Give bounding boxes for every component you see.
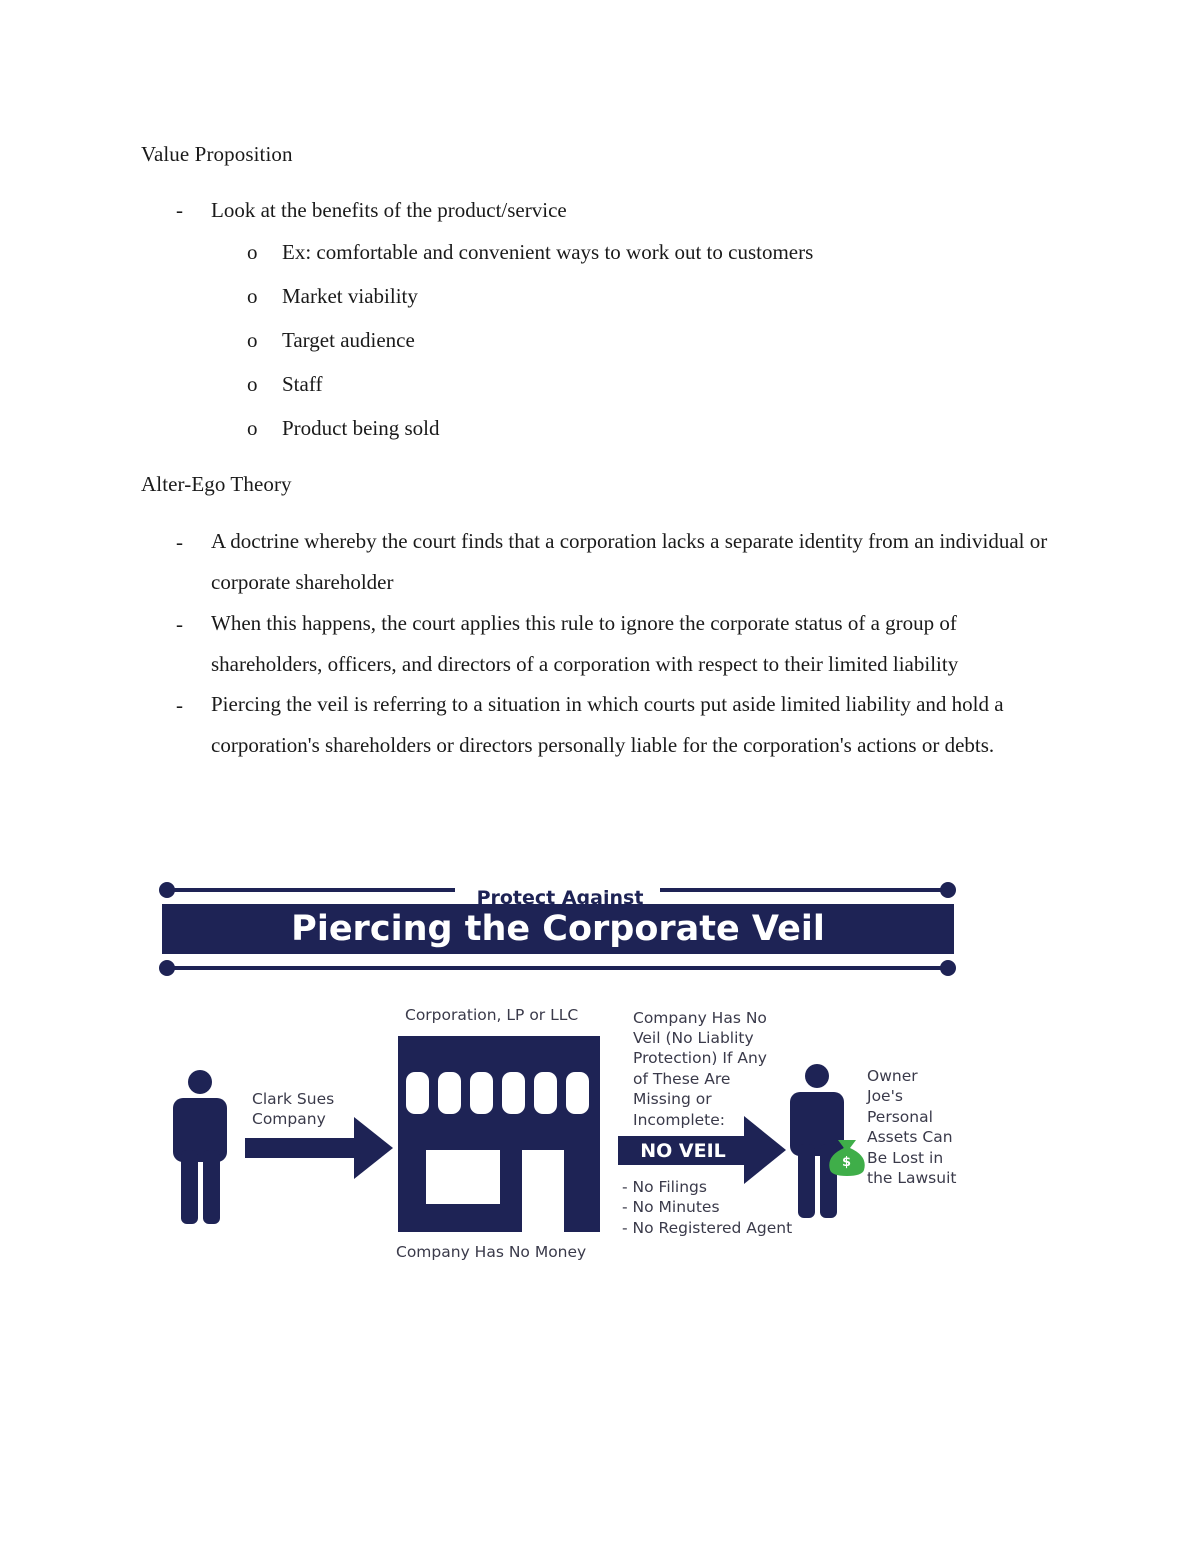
circle-marker: o	[247, 284, 258, 308]
dollar-sign: $	[842, 1155, 852, 1170]
dash-marker: -	[176, 693, 183, 717]
no-veil-text-line: of These Are	[633, 1070, 731, 1088]
heading-value-proposition: Value Proposition	[141, 142, 293, 166]
bullet-when-this-happens: When this happens, the court applies this rule to ignore the corporate status of a group of shareholders, officers, and directors of a corporation with respect to their limited liability	[211, 611, 959, 676]
no-veil-label: NO VEIL	[640, 1140, 726, 1162]
heading-alter-ego-theory: Alter-Ego Theory	[141, 472, 292, 496]
circle-marker: o	[247, 240, 258, 264]
piercing-veil-infographic	[150, 870, 970, 1270]
owner-label-line: Owner	[867, 1067, 918, 1085]
missing-item: - No Filings	[622, 1178, 707, 1196]
bullet-benefits: Look at the benefits of the product/service	[211, 198, 567, 222]
dash-marker: -	[176, 612, 183, 636]
no-money-label: Company Has No Money	[396, 1243, 587, 1261]
sub-item: Staff	[282, 372, 323, 396]
infographic-subtitle: Protect Against	[476, 887, 644, 909]
bullet-doctrine: A doctrine whereby the court finds that a corporation lacks a separate identity from an individual or corporate shareholder	[211, 529, 1048, 594]
no-veil-text-line: Veil (No Liablity	[633, 1029, 754, 1047]
sub-item: Ex: comfortable and convenient ways to work out to customers	[282, 240, 814, 264]
circle-marker: o	[247, 372, 258, 396]
owner-label-line: Personal	[867, 1108, 933, 1126]
clark-person-icon	[173, 1070, 227, 1224]
sub-item: Market viability	[282, 284, 418, 308]
owner-label-line: Joe's	[867, 1087, 903, 1105]
missing-item: - No Registered Agent	[622, 1219, 793, 1237]
clark-label-line: Company	[252, 1110, 326, 1128]
owner-label-line: Be Lost in	[867, 1149, 944, 1167]
corporation-store-icon	[398, 1036, 600, 1232]
no-veil-text-line: Incomplete:	[633, 1111, 726, 1129]
dash-marker: -	[176, 198, 183, 222]
no-veil-text-line: Company Has No	[633, 1009, 767, 1027]
sub-item: Target audience	[282, 328, 415, 352]
owner-person-icon	[790, 1064, 844, 1218]
clark-label-line: Clark Sues	[252, 1090, 335, 1108]
sub-item: Product being sold	[282, 416, 440, 440]
owner-label-line: Assets Can	[867, 1128, 953, 1146]
missing-item: - No Minutes	[622, 1198, 720, 1216]
dash-marker: -	[176, 530, 183, 554]
corporation-label: Corporation, LP or LLC	[405, 1006, 579, 1024]
owner-label-line: the Lawsuit	[867, 1169, 957, 1187]
circle-marker: o	[247, 416, 258, 440]
bullet-piercing-the-veil: Piercing the veil is referring to a situation in which courts put aside limited liability and hold a corporation's shareholders or directors personally liable for the corporation's actions or debts.	[211, 692, 1004, 757]
no-veil-text-line: Protection) If Any	[633, 1049, 767, 1067]
circle-marker: o	[247, 328, 258, 352]
infographic-title: Piercing the Corporate Veil	[291, 909, 825, 949]
no-veil-text-line: Missing or	[633, 1090, 712, 1108]
